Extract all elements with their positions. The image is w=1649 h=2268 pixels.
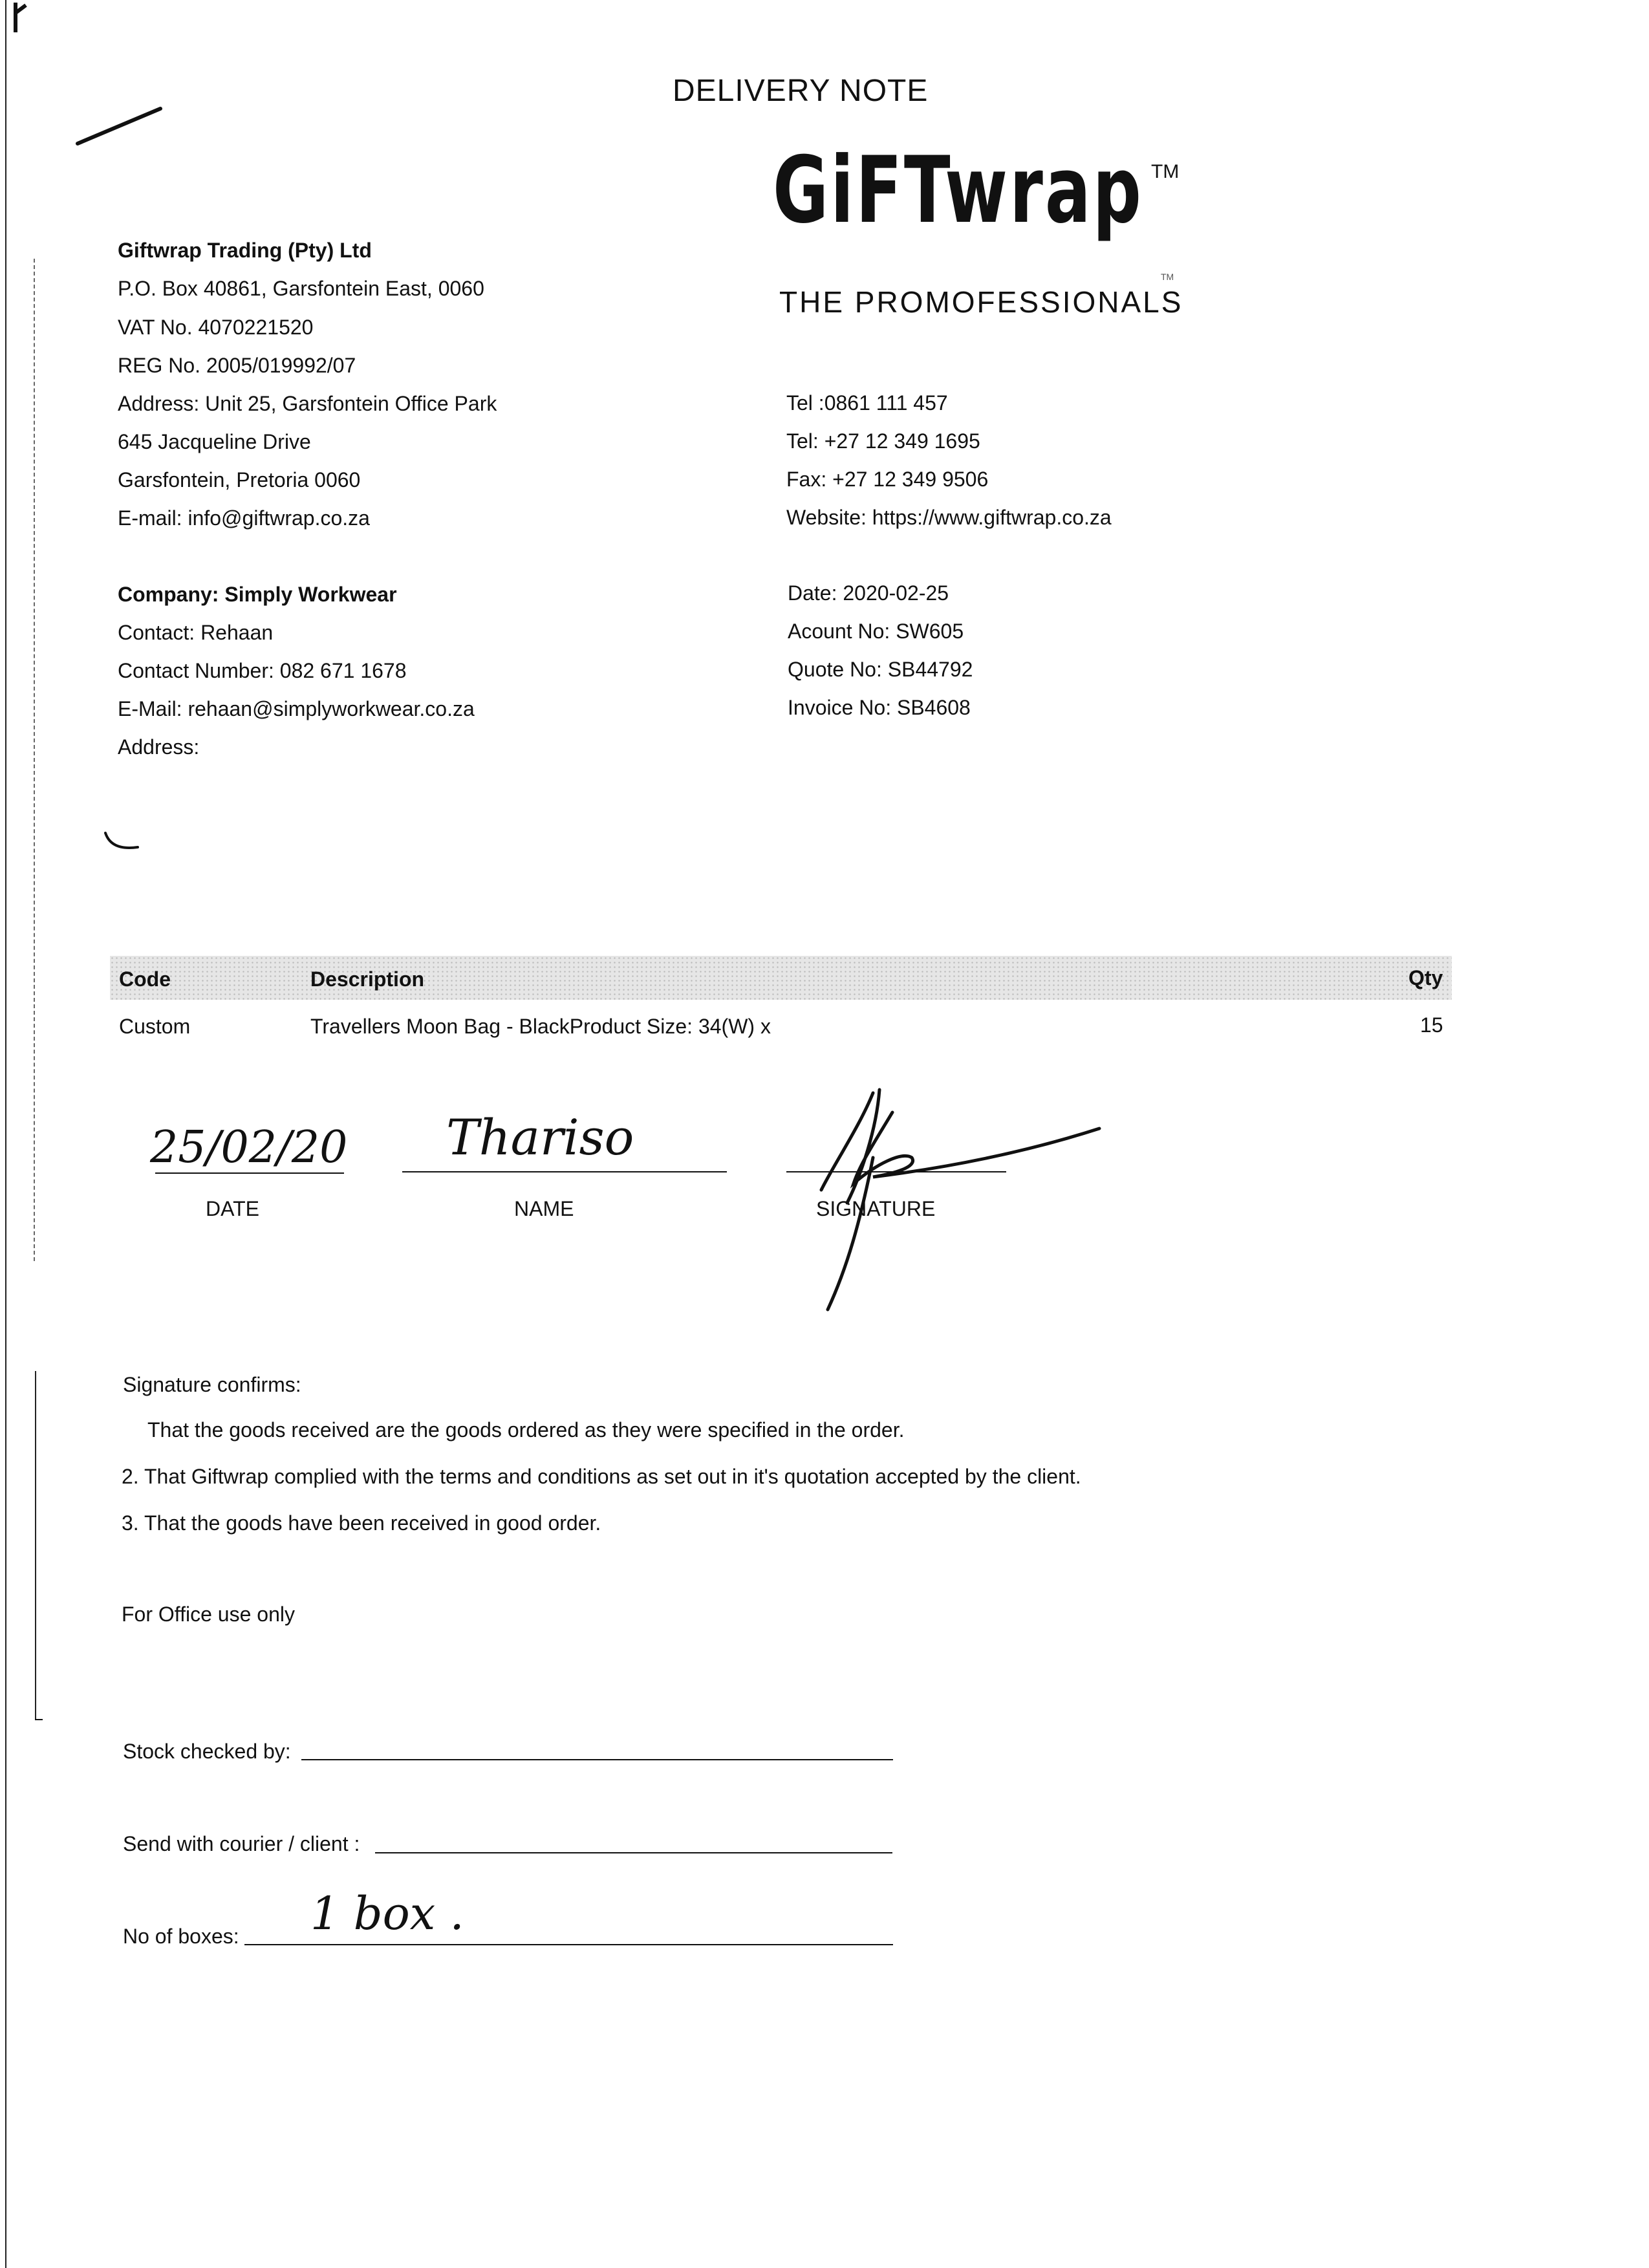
- boxes-line: [244, 1944, 893, 1945]
- handwritten-boxes: 1 box .: [310, 1887, 464, 1940]
- sender-reg: REG No. 2005/019992/07: [118, 354, 356, 377]
- sender-vat: VAT No. 4070221520: [118, 316, 314, 339]
- name-label: NAME: [514, 1197, 574, 1220]
- logo-tagline: THE PROMOFESSIONALS: [779, 285, 1183, 319]
- invoice-number: Invoice No: SB4608: [788, 696, 971, 719]
- fax: Fax: +27 12 349 9506: [786, 468, 989, 491]
- col-header-code: Code: [119, 967, 171, 991]
- name-line: [402, 1171, 727, 1172]
- customer-contact: Contact: Rehaan: [118, 621, 274, 644]
- confirmation-item-3: 3. That the goods have been received in good order.: [122, 1511, 601, 1535]
- customer-address: Address:: [118, 735, 200, 759]
- confirmation-heading: Signature confirms:: [123, 1373, 301, 1396]
- office-use-heading: For Office use only: [122, 1603, 295, 1626]
- send-with-label: Send with courier / client :: [123, 1832, 360, 1855]
- date-line: [155, 1172, 344, 1174]
- handwritten-name: Thariso: [446, 1108, 634, 1166]
- boxes-label: No of boxes:: [123, 1925, 239, 1948]
- left-dashed-mark: [34, 259, 35, 1261]
- stock-checked-label: Stock checked by:: [123, 1740, 291, 1763]
- sender-address-line2: 645 Jacqueline Drive: [118, 430, 311, 453]
- left-bracket-foot: [35, 1719, 43, 1720]
- handwritten-date: 25/02/20: [150, 1122, 348, 1173]
- quote-number: Quote No: SB44792: [788, 658, 973, 681]
- sender-address-line1: Address: Unit 25, Garsfontein Office Park: [118, 392, 497, 415]
- col-header-description: Description: [310, 967, 425, 991]
- delivery-date: Date: 2020-02-25: [788, 581, 949, 605]
- account-number: Acount No: SW605: [788, 620, 964, 643]
- tel-2: Tel: +27 12 349 1695: [786, 429, 980, 453]
- tel-1: Tel :0861 111 457: [786, 391, 948, 415]
- logo-trademark: TM: [1151, 161, 1180, 182]
- sender-po-box: P.O. Box 40861, Garsfontein East, 0060: [118, 277, 484, 300]
- corner-mark: [6, 0, 32, 39]
- pen-mark: [65, 97, 175, 155]
- signature-label: SIGNATURE: [816, 1197, 936, 1220]
- sender-email: E-mail: info@giftwrap.co.za: [118, 506, 370, 530]
- date-label: DATE: [206, 1197, 259, 1220]
- sender-address-line3: Garsfontein, Pretoria 0060: [118, 468, 361, 491]
- confirmation-item-2: 2. That Giftwrap complied with the terms and conditions as set out in it's quotation accepted by the client.: [122, 1465, 1081, 1488]
- table-row-code: Custom: [119, 1015, 191, 1038]
- send-with-line: [375, 1852, 892, 1853]
- website: Website: https://www.giftwrap.co.za: [786, 506, 1112, 529]
- table-row-qty: 15: [1420, 1013, 1443, 1037]
- col-header-qty: Qty: [1408, 966, 1443, 989]
- customer-contact-number: Contact Number: 082 671 1678: [118, 659, 407, 682]
- customer-company: Company: Simply Workwear: [118, 583, 397, 606]
- sender-name: Giftwrap Trading (Pty) Ltd: [118, 239, 372, 262]
- left-margin-edge: [5, 0, 6, 2268]
- stock-checked-line: [301, 1759, 893, 1760]
- confirmation-item-1: That the goods received are the goods ordered as they were specified in the order.: [147, 1418, 905, 1442]
- left-bracket-line: [35, 1371, 36, 1720]
- tagline-trademark: TM: [1161, 272, 1174, 282]
- table-row-description: Travellers Moon Bag - BlackProduct Size: 34(W) x: [310, 1015, 771, 1038]
- giftwrap-logo: GiFTwrap: [773, 137, 1143, 244]
- pen-tick: [100, 828, 146, 860]
- customer-email: E-Mail: rehaan@simplyworkwear.co.za: [118, 697, 475, 720]
- document-title: DELIVERY NOTE: [673, 74, 929, 108]
- handwritten-signature: [763, 1054, 1112, 1313]
